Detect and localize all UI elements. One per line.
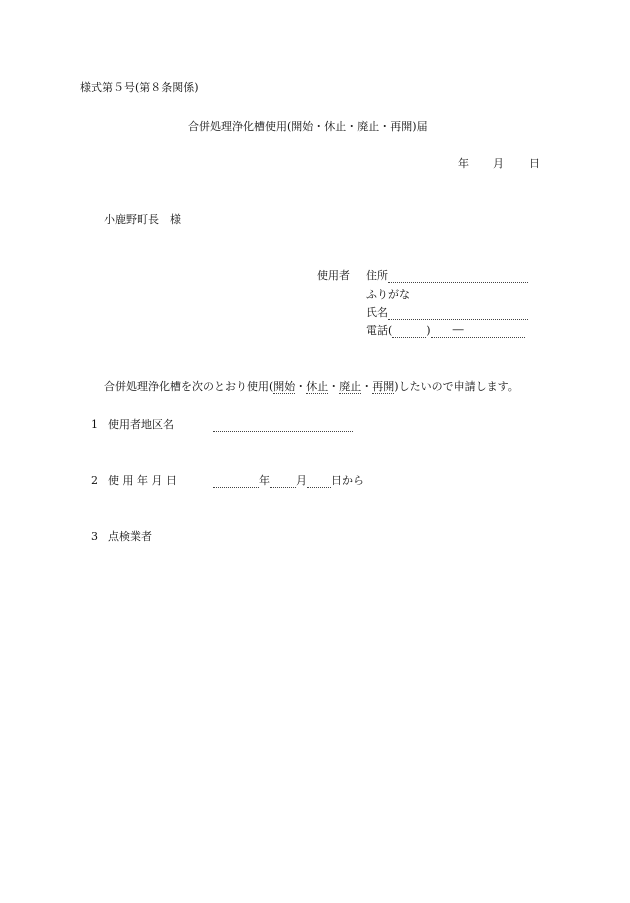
usage-month-label: 月 xyxy=(296,474,307,487)
usage-date-row xyxy=(213,474,364,488)
item-2-label: 使 用 年 月 日 xyxy=(108,474,177,487)
option-suspend[interactable]: 休止 xyxy=(306,380,329,393)
usage-day-field[interactable] xyxy=(307,475,331,488)
item-3-number: 3 xyxy=(91,530,98,543)
phone-number-field[interactable] xyxy=(431,325,525,338)
statement-prefix: 合併処理浄化槽を次のとおり使用( xyxy=(104,380,274,393)
usage-year-label: 年 xyxy=(259,474,270,487)
name-label: 氏名 xyxy=(366,306,388,319)
item-3-label: 点検業者 xyxy=(108,530,152,543)
option-sep-2: ・ xyxy=(328,380,340,393)
form-number: 様式第５号(第８条関係) xyxy=(80,81,199,94)
option-sep-3: ・ xyxy=(361,380,373,393)
usage-year-field[interactable] xyxy=(213,475,259,488)
phone-dash: ― xyxy=(452,323,464,336)
option-resume[interactable]: 再開 xyxy=(372,380,395,393)
statement xyxy=(104,380,519,394)
phone-area-code-field[interactable] xyxy=(392,325,426,338)
date-year: 年 xyxy=(458,157,469,170)
phone-close-paren: ) xyxy=(426,324,431,337)
item-1-number: 1 xyxy=(91,418,98,431)
name-row xyxy=(366,306,528,320)
applicant-label: 使用者 xyxy=(317,269,350,282)
item-1-label: 使用者地区名 xyxy=(108,418,174,431)
option-sep-1: ・ xyxy=(295,380,307,393)
item-2-number: 2 xyxy=(91,474,98,487)
usage-day-from-label: 日から xyxy=(331,474,364,487)
usage-month-field[interactable] xyxy=(270,475,296,488)
phone-open-paren: ( xyxy=(388,324,393,337)
furigana-label: ふりがな xyxy=(366,288,410,301)
phone-row xyxy=(366,324,525,338)
date-day: 日 xyxy=(529,157,540,170)
document-title: 合併処理浄化槽使用(開始・休止・廃止・再開)届 xyxy=(188,120,428,133)
addressee: 小鹿野町長 様 xyxy=(104,213,181,226)
option-start[interactable]: 開始 xyxy=(273,380,296,393)
option-abolish[interactable]: 廃止 xyxy=(339,380,362,393)
address-label: 住所 xyxy=(366,269,388,282)
address-row xyxy=(366,269,528,283)
statement-suffix: )したいので申請します。 xyxy=(394,380,519,393)
address-field[interactable] xyxy=(388,270,528,283)
district-field-wrap xyxy=(213,418,353,432)
date-month: 月 xyxy=(493,157,504,170)
district-field[interactable] xyxy=(213,419,353,432)
name-field[interactable] xyxy=(388,307,528,320)
phone-label: 電話 xyxy=(366,324,388,337)
